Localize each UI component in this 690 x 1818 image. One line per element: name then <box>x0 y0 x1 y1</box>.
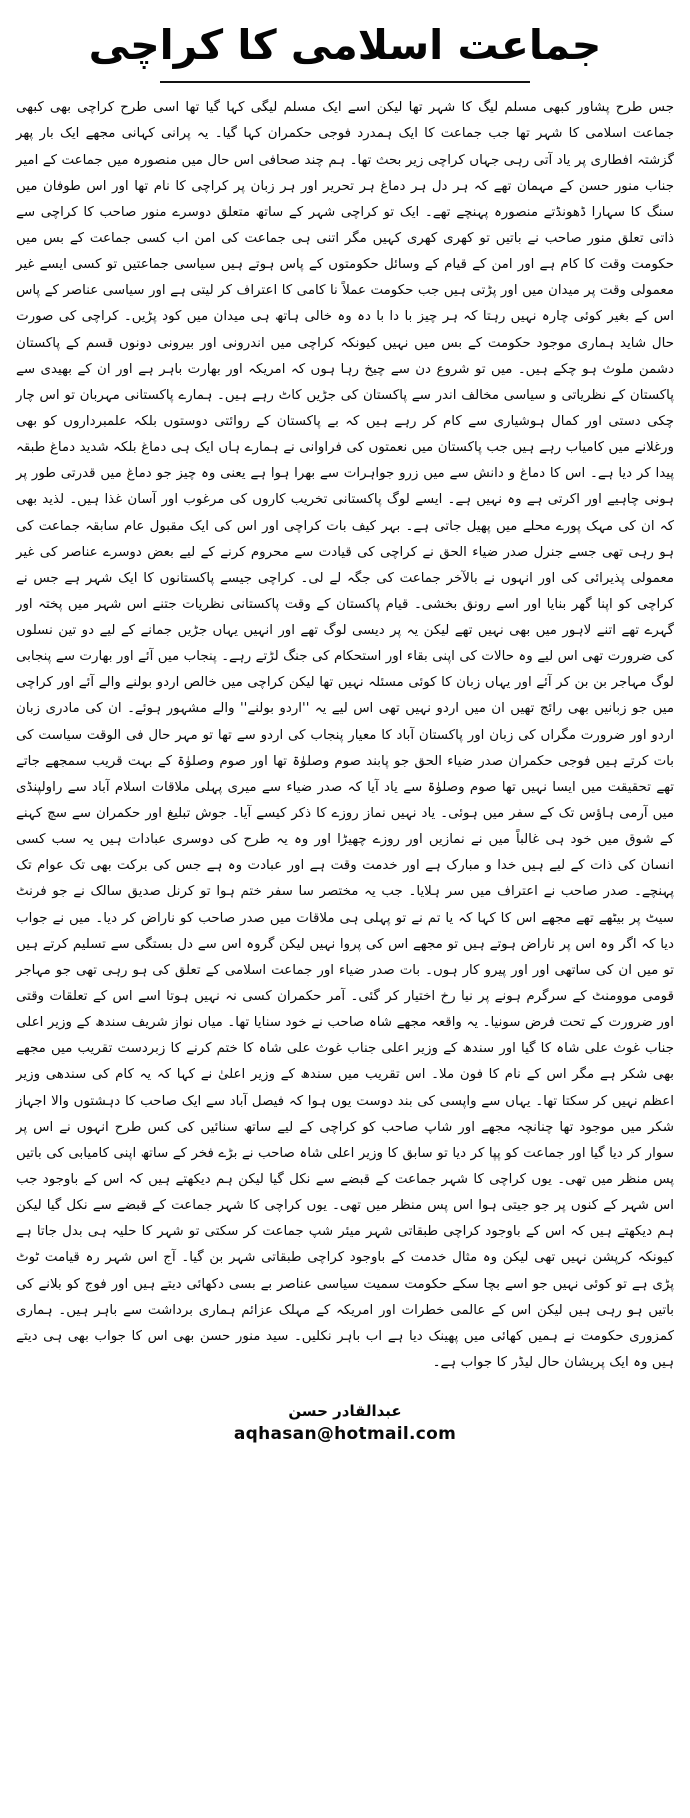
title-divider <box>160 81 530 83</box>
article-body <box>16 95 674 1376</box>
author-name: عبدالقادر حسن <box>288 1402 402 1421</box>
page-title: جماعت اسلامی کا کراچی <box>88 21 602 69</box>
article-signature <box>16 1402 674 1444</box>
article-paragraph: جس طرح پشاور کبھی مسلم لیگ کا شہر تھا لیکن اسے ایک مسلم لیگی کہا گیا تھا اسی طرح کراچی بھی کبھی جماعت اسلامی کا شہر تھا جب جماعت کا ایک ہمدرد فوجی حکمران کہا گیا۔ یہ پرانی کہانی مجھے ایک بار پھر گزشتہ افطاری پر یاد آتی رہی جہاں کراچی زیر بحث تھا۔ ہم چند صحافی اس حال میں منصورہ میں جماعت کے امیر جناب منور حسن کے مہمان تھے کہ ہر دل ہر دماغ ہر تحریر اور ہر زبان پر کراچی کا نام تھا اور اس طوفان میں سنگ کا سہارا ڈھونڈتے منصورہ پہنچے تھے۔ ایک تو کراچی شہر کے ساتھ متعلق دوسرے منور صاحب کا کراچی سے ذاتی تعلق منور صاحب نے باتیں تو کھری کھری کہیں مگر اتنی ہی جماعت کی امن اب کسی جماعت کے بس میں حکومت وقت کا کام ہے اور امن کے قیام کے وسائل حکومتوں کے پاس ہوتے ہیں سیاسی جماعتیں تو کسی ایسے غیر معمولی وقت پر میدان میں اور پڑتی ہیں جب حکومت عملاً نا کامی کا اعتراف کر لیتی ہے اور سیاسی عناصر کے پاس اس کے بغیر کوئی چارہ نہیں رہتا کہ ہر چیز با دا با دہ وہ خالی ہاتھ ہی میدان میں کود پڑیں۔ کراچی کی صورت حال شاید ہماری موجود حکومت کے بس میں نہیں کیونکہ کراچی میں اندرونی اور بیرونی دونوں قسم کے پاکستان دشمن ملوث ہو چکے ہیں۔ میں تو شروع دن سے چیخ رہا ہوں کہ امریکہ اور بھارت باہر ہے اور ان کے بھیدی سے پاکستان کے نظریاتی و سیاسی مخالف اندر سے پاکستان کی جڑیں کاٹ رہے ہیں۔ ہمارے پاکستانی مہربان تو اس چار چکی دستی اور کمال ہوشیاری سے کام کر رہے ہیں کہ بے پاکستان کے روائتی دوستوں بلکہ علمبرداروں کو بھی ورغلانے میں کامیاب رہے ہیں جب پاکستان میں نعمتوں کی فراوانی نے ہمارے ہاں ایک ہی دماغ بلکہ شدید دماغ طبقہ پیدا کر دیا ہے۔ اس کا دماغ و دانش سے میں زرو جواہرات سے بھرا ہوا ہے یعنی وہ چیز جو دماغ میں قدرتی طور پر ہونی چاہیے اور اکرتی ہے وہ نہیں ہے۔ ایسے لوگ پاکستانی تخریب کاروں کی مرغوب اور آسان غذا ہیں۔ لذید بھی کہ ان کی مہک پورے محلے میں پھیل جاتی ہے۔ بہر کیف بات کراچی اور اس کی ایک مقبول عام سابقہ جماعت کی ہو رہی تھی جسے جنرل صدر ضیاء الحق نے کراچی کی قیادت سے محروم کرنے کے لیے بعض دوسرے عناصر کی غیر معمولی پذیرائی کی اور انہوں نے بالآخر جماعت کی جگہ لے لی۔ کراچی جیسے پاکستانوں کا ایک شہر ہے جس نے کراچی کو اپنا گھر بنایا اور اسے رونق بخشی۔ قیام پاکستان کے وقت پاکستانی نظریات جتنے اس شہر میں پختہ اور گہرے تھے اتنے لاہور میں بھی نہیں تھے لیکن یہ پر دیسی لوگ تھے اور انہیں یہاں جڑیں جمانے کے لیے دو تین نسلوں کی ضرورت تھی اس لیے وہ حالات کی اپنی بقاء اور استحکام کی جنگ لڑتے رہے۔ پنجاب میں آئے اور بھارت سے پنجابی لوگ مہاجر بن بن کر آئے اور یہاں زبان کا کوئی مسئلہ نہیں تھا لیکن کراچی میں خالص اردو بولنے والے آئے اور کراچی میں جو زبانیں بھی رائج تھیں ان میں اردو نہیں تھی اس لیے یہ ''اردو بولنے'' والے مشہور ہوئے۔ ان کی مادری زبان اردو اور ضرورت مگراں کی زبان اور پاکستان آباد کا معیار پنجاب کی اردو سے تھا تو مہر حال فی الوقت سیاست کی بات کرتے ہیں فوجی حکمران صدر ضیاء الحق جو پابند صوم وصلوٰۃ تھا اور صوم وصلوٰۃ کے بہت قریب سمجھے جاتے تھے تحقیقت میں ایسا نہیں تھا صوم وصلوٰۃ سے یاد آیا کہ صدر ضیاء سے میری پہلی ملاقات اسلام آباد سے راولپنڈی میں آرمی ہاؤس تک کے سفر میں ہوئی۔ یاد نہیں نماز روزے کا ذکر کیسے آیا۔ جوش تبلیغ اور حکمران سے سچ کہنے کے شوق میں خود ہی غالباً میں نے نمازیں اور روزے چھیڑا اور وہ یہ طرح کی دوسری عبادات ہیں یہ سب کسی انسان کی ذات کے لیے ہیں خدا و مبارک ہے اور خدمت وقت ہے اور عبادت وہ ہے جس کی برکت بھی تک عوام تک پہنچے۔ صدر صاحب نے اعتراف میں سر ہلایا۔ جب یہ مختصر سا سفر ختم ہوا تو کرنل صدیق سالک نے جو فرنٹ سیٹ پر بیٹھے تھے مجھے اس کا کہا کہ یا تم نے تو پہلی ہی ملاقات میں صدر صاحب کو ناراض کر دیا۔ میں نے جواب دیا کہ اگر وہ اس پر ناراض ہوتے ہیں تو مجھے اس کی پروا نہیں لیکن گروہ اس سے دل بستگی سے تسلیم کرتے ہیں تو میں ان کی ساتھی اور اور پیرو کار ہوں۔ بات صدر ضیاء اور جماعت اسلامی کے تعلق کی ہو رہی تھی جو مہاجر قومی موومنٹ کے سرگرم ہونے پر نیا رخ اختیار کر گئی۔ آمر حکمران کسی نہ نہیں ہوتا اسے اس کے تعلقات وقتی اور ضرورت کے تحت فرض سونیا۔ یہ واقعہ مجھے شاہ صاحب نے خود سنایا تھا۔ میاں نواز شریف سندھ کے وزیر اعلی جناب غوث علی شاہ کا گیا اور سندھ کے وزیر اعلی جناب غوث علی شاہ کا ختم کرنے کا زبردست تقریب میں مجھے بھی شکر ہے مگر اس کے نام کا فون ملا۔ اس تقریب میں سندھ کے وزیر اعلیٰ نے کہا کہ یہ کام کی سندھی وزیر اعظم نہیں کر سکتا تھا۔ یہاں سے واپسی کی بند دوست یوں ہوا کہ فیصل آباد سے ایک صاحب کا دہشتوں والا اجہاز شکر میں موجود تھا چنانچہ مجھے اور شاپ صاحب کو کراچی کے لیے ساتھ سنائیں کی کس طرح انہوں نے اس پر سوار کر دیا گیا اور جماعت کو پپا کر دیا تو سابق کا وزیر اعلی شاہ صاحب نے بڑے فخر کے ساتھ اپنی کامیابی کی باتیں پس منظر میں تھی۔ یوں کراچی کا شہر جماعت کے قبضے سے نکل گیا لیکن ہم دیکھتے ہیں کہ اس کے باوجود جب اس شہر کے کنوں پر جو جیتی ہوا اس پس منظر میں تھی۔ یوں کراچی کا شہر جماعت کے قبضے سے نکل گیا لیکن ہم دیکھتے ہیں کہ اس کے باوجود کراچی طبقاتی شہر میئر شپ جماعت کر سکتی تو شہر کا حلیہ ہی بدل جاتا ہے کیونکہ کرپشن نہیں تھی لیکن وہ مثال خدمت کے باوجود کراچی طبقاتی شہر بن گیا۔ آج اس شہر رہ قیامت ٹوٹ پڑی ہے تو کوئی نہیں جو اسے بچا سکے حکومت سمیت سیاسی عناصر بے بسی دکھائی دیتے ہیں اور فوج کو بلانے کی باتیں ہو رہی ہیں لیکن اس کے عالمی خطرات اور امریکہ کے مہلک عزائم ہماری برداشت سے باہر ہیں۔ ہماری کمزوری حکومت نے ہمیں کھائی میں پھینک دیا ہے اب باہر نکلیں۔ سید منور حسن بھی اس کا جواب بھی ہی دیتے ہیں وہ ایک پریشان حال لیڈر کا جواب ہے۔ <box>15 100 674 1370</box>
author-email: aqhasan@hotmail.com <box>233 1424 457 1445</box>
